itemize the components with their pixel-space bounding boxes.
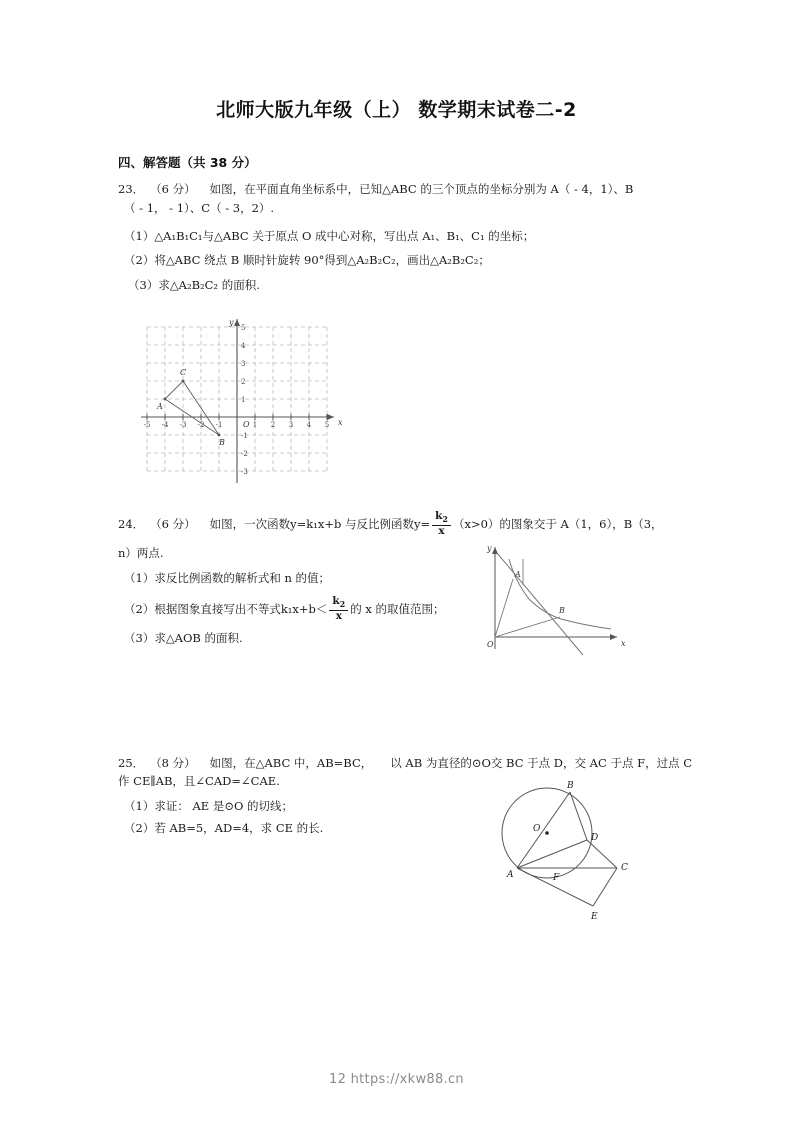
question-23-sub1: （1）△A₁B₁C₁与△ABC 关于原点 O 成中心对称，写出点 A₁、B₁、C₁ 的坐标； — [124, 229, 535, 243]
page-title: 北师大版九年级（上） 数学期末试卷二-2 — [216, 99, 577, 121]
question-24-stem-pre: 如图，一次函数y=k₁x+b 与反比例函数y= — [209, 517, 431, 532]
question-25-stem-text1b: 以 AB 为直径的⊙O交 BC 于点 D，交 AC 于点 F，过点 C — [390, 756, 693, 770]
question-24-sub3: （3）求△AOB 的面积. — [124, 631, 243, 645]
label-point-d: D — [591, 833, 599, 843]
question-24-sub2-post: 的 x 的取值范围； — [350, 602, 445, 617]
label-point-e: E — [591, 912, 598, 922]
page-footer-watermark: 12 https://xkw88.cn — [329, 1072, 464, 1087]
question-25-number: 25． — [118, 756, 145, 770]
svg-text:3: 3 — [241, 360, 246, 368]
label-center-o: O — [533, 824, 541, 834]
svg-text:2: 2 — [270, 421, 276, 429]
svg-text:x: x — [621, 639, 626, 648]
fraction-denominator: x — [432, 525, 451, 537]
question-25-stem-line2: 作 CE∥AB，且∠CAD=∠CAE. — [118, 774, 280, 788]
question-24-sub2 — [124, 597, 445, 623]
question-23-stem-text1: 如图，在平面直角坐标系中，已知△ABC 的三个顶点的坐标分别为 A（ - 4，1）、B — [209, 182, 634, 196]
question-24-sub1: （1）求反比例函数的解析式和 n 的值； — [124, 571, 331, 585]
question-24-figure-hyperbola — [465, 537, 635, 666]
svg-text:-3: -3 — [179, 421, 187, 429]
question-25-stem-line1 — [118, 755, 692, 771]
svg-text:4: 4 — [306, 421, 312, 429]
label-point-b: B — [559, 606, 565, 615]
svg-text:y: y — [229, 318, 234, 327]
svg-text:O: O — [243, 420, 250, 429]
label-point-b: B — [567, 781, 574, 791]
svg-text:-4: -4 — [161, 421, 169, 429]
question-23-sub3: （3）求△A₂B₂C₂ 的面积. — [128, 278, 260, 292]
question-23-number: 23． — [118, 182, 145, 196]
question-23-points: （6 分） — [150, 182, 196, 196]
question-24-number: 24． — [118, 517, 145, 532]
svg-text:4: 4 — [241, 342, 246, 350]
question-23-stem-line2: （ - 1， - 1）、C（ - 3，2）. — [124, 201, 275, 215]
svg-text:A: A — [157, 402, 163, 411]
label-point-a: A — [507, 870, 514, 880]
label-point-c: C — [621, 863, 628, 873]
svg-text:3: 3 — [288, 421, 294, 429]
svg-text:1: 1 — [252, 421, 258, 429]
question-24-sub2-pre: （2）根据图象直接写出不等式k₁x+b＜ — [124, 602, 328, 617]
question-23-sub2: （2）将△ABC 绕点 B 顺时针旋转 90°得到△A₂B₂C₂，画出△A₂B₂C₂； — [124, 253, 490, 267]
svg-text:y: y — [487, 544, 492, 553]
question-25-sub1: （1）求证： AE 是⊙O 的切线； — [124, 799, 294, 813]
svg-text:-2: -2 — [197, 421, 205, 429]
fraction-denominator: x — [329, 610, 348, 622]
question-25-points: （8 分） — [150, 756, 196, 770]
svg-text:-5: -5 — [143, 421, 151, 429]
svg-text:-1: -1 — [241, 432, 248, 440]
question-23-figure-coordinate-grid — [133, 305, 348, 489]
label-point-a: A — [515, 570, 521, 579]
inequality-fraction — [329, 596, 348, 622]
question-24-stem-line1 — [118, 512, 663, 538]
question-23-stem-line1 — [118, 181, 633, 197]
svg-text:2: 2 — [241, 378, 246, 386]
svg-text:1: 1 — [241, 396, 246, 404]
question-24-points: （6 分） — [150, 517, 196, 532]
fraction-numerator: $k_2$ — [332, 595, 346, 610]
fraction-numerator: $k_2$ — [435, 510, 448, 525]
question-24-stem-line2: n）两点. — [118, 546, 164, 560]
question-25-stem-text1: 如图，在△ABC 中，AB=BC， — [209, 756, 373, 770]
svg-text:x: x — [338, 418, 343, 427]
svg-text:5: 5 — [324, 421, 330, 429]
inverse-function-fraction — [432, 511, 451, 537]
label-point-f: F — [553, 873, 560, 883]
svg-text:5: 5 — [241, 324, 246, 332]
section-heading: 四、解答题（共 38 分） — [118, 155, 257, 170]
svg-text:-3: -3 — [241, 468, 248, 476]
question-25-sub2: （2）若 AB=5，AD=4，求 CE 的长. — [124, 821, 324, 835]
svg-text:O: O — [487, 640, 494, 649]
question-24-stem-post: （x>0）的图象交于 A（1，6），B（3， — [452, 517, 663, 532]
svg-text:B: B — [219, 438, 225, 447]
svg-text:C: C — [180, 368, 187, 377]
svg-text:-2: -2 — [241, 450, 248, 458]
question-25-figure-circle — [495, 778, 650, 932]
svg-text:-1: -1 — [215, 421, 223, 429]
